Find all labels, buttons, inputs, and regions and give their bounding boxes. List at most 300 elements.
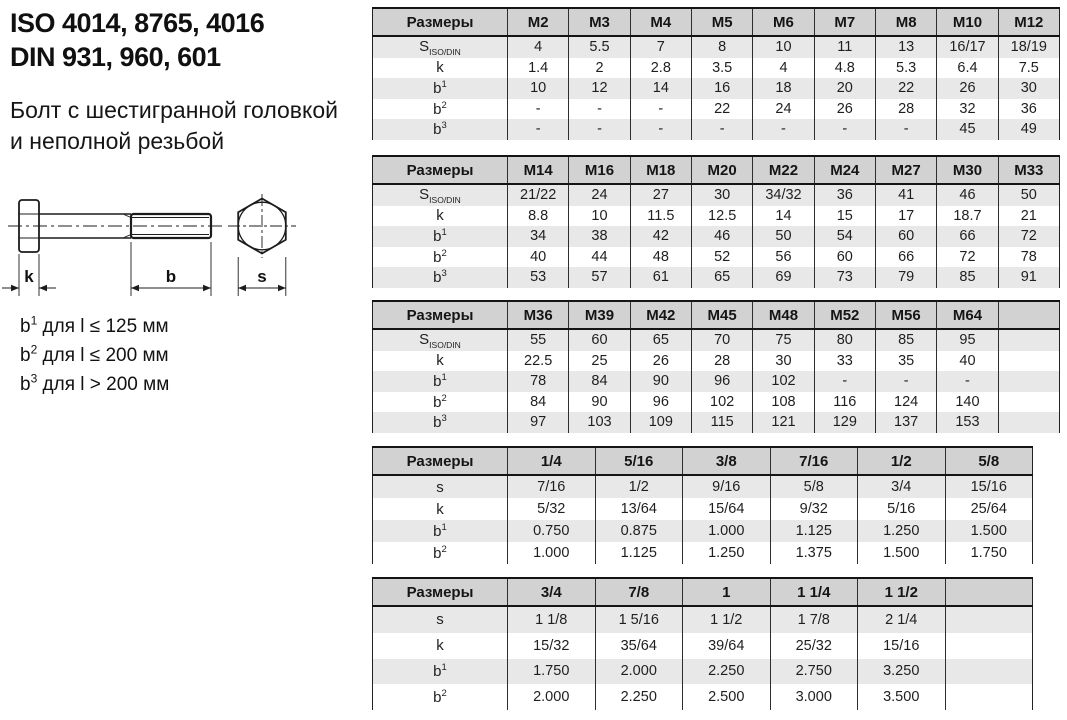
value-cell: 90: [630, 371, 691, 392]
value-cell: 4.8: [814, 58, 875, 79]
value-cell: 1.000: [508, 542, 596, 564]
value-cell: 5/32: [508, 498, 596, 520]
table-row: [373, 659, 1033, 685]
value-cell: 25: [569, 351, 630, 372]
value-cell: 30: [753, 351, 814, 372]
value-cell: 22.5: [508, 351, 569, 372]
value-cell: 14: [753, 206, 814, 227]
value-cell: 21/22: [508, 184, 569, 206]
value-cell: 85: [875, 329, 936, 351]
header-row: [373, 447, 1033, 475]
value-cell: 11: [814, 36, 875, 58]
value-cell: 40: [508, 247, 569, 268]
value-cell: 15/32: [508, 633, 596, 659]
value-cell: 96: [630, 392, 691, 413]
title-iso-line: ISO 4014, 8765, 4016: [10, 8, 265, 38]
value-cell: -: [508, 119, 569, 140]
value-cell: 25/64: [945, 498, 1033, 520]
value-cell: 96: [691, 371, 752, 392]
value-cell: 33: [814, 351, 875, 372]
value-cell: 21: [998, 206, 1059, 227]
value-cell: 3.250: [858, 659, 946, 685]
value-cell: 115: [691, 412, 752, 433]
value-cell: 50: [998, 184, 1059, 206]
value-cell: 41: [875, 184, 936, 206]
value-cell: 4: [508, 36, 569, 58]
row-label: $b^1$: [433, 662, 447, 681]
value-cell: 14: [630, 78, 691, 99]
value-cell: 44: [569, 247, 630, 268]
title-din-line: DIN 931, 960, 601: [10, 42, 221, 72]
table-row: [373, 58, 1060, 79]
page-title: [10, 6, 264, 74]
size-table-2: [372, 155, 1060, 288]
table-row: [373, 351, 1060, 372]
empty-cell: [945, 659, 1033, 685]
row-label: k: [436, 352, 444, 370]
dimension-k: [2, 254, 56, 296]
size-table-4: [372, 446, 1033, 564]
table-row: [373, 119, 1060, 140]
column-header: 3/8: [683, 447, 771, 475]
header-label: Размеры: [373, 301, 508, 329]
value-cell: -: [814, 371, 875, 392]
value-cell: 5.3: [875, 58, 936, 79]
value-cell: 91: [998, 267, 1059, 288]
table-row: [373, 684, 1033, 710]
value-cell: 1/2: [595, 475, 683, 498]
value-cell: 22: [691, 99, 752, 120]
column-header: M18: [630, 156, 691, 184]
bolt-technical-drawing: [0, 185, 330, 320]
dimension-s: [238, 257, 286, 296]
table-row: [373, 412, 1060, 433]
column-header: M14: [508, 156, 569, 184]
value-cell: 66: [937, 226, 998, 247]
column-header: M48: [753, 301, 814, 329]
value-cell: 24: [569, 184, 630, 206]
value-cell: 90: [569, 392, 630, 413]
value-cell: 1.250: [858, 520, 946, 542]
value-cell: 32: [937, 99, 998, 120]
value-cell: 15: [814, 206, 875, 227]
table-row: [373, 267, 1060, 288]
value-cell: 7/16: [508, 475, 596, 498]
value-cell: 11.5: [630, 206, 691, 227]
footnote-b2: $b^2$ для l ≤ 200 мм: [20, 342, 169, 366]
value-cell: 10: [508, 78, 569, 99]
column-header: M39: [569, 301, 630, 329]
column-header: M10: [937, 8, 998, 36]
value-cell: 80: [814, 329, 875, 351]
empty-cell: [945, 684, 1033, 710]
value-cell: -: [630, 119, 691, 140]
column-header: 1: [683, 578, 771, 606]
value-cell: 39/64: [683, 633, 771, 659]
column-header: M56: [875, 301, 936, 329]
value-cell: 26: [937, 78, 998, 99]
table-row: [373, 206, 1060, 227]
value-cell: 73: [814, 267, 875, 288]
value-cell: 84: [508, 392, 569, 413]
value-cell: 66: [875, 247, 936, 268]
page-subtitle: [10, 95, 338, 157]
column-header: M8: [875, 8, 936, 36]
value-cell: 0.750: [508, 520, 596, 542]
row-label: $b^3$: [433, 413, 447, 432]
value-cell: 24: [753, 99, 814, 120]
value-cell: 72: [998, 226, 1059, 247]
header-row: [373, 156, 1060, 184]
value-cell: 79: [875, 267, 936, 288]
row-label: s: [436, 611, 444, 629]
column-header: M3: [569, 8, 630, 36]
empty-cell: [998, 412, 1059, 433]
value-cell: 10: [569, 206, 630, 227]
column-header: M45: [691, 301, 752, 329]
value-cell: -: [508, 99, 569, 120]
empty-header-cell: [945, 578, 1033, 606]
value-cell: 2.250: [595, 684, 683, 710]
value-cell: 60: [569, 329, 630, 351]
value-cell: 13/64: [595, 498, 683, 520]
value-cell: 12.5: [691, 206, 752, 227]
value-cell: -: [937, 371, 998, 392]
table-row: [373, 633, 1033, 659]
value-cell: 45: [937, 119, 998, 140]
subtitle-line-2: и неполной резьбой: [10, 128, 225, 154]
table-row: [373, 392, 1060, 413]
value-cell: 3.500: [858, 684, 946, 710]
value-cell: 5/8: [770, 475, 858, 498]
value-cell: 18/19: [998, 36, 1059, 58]
value-cell: -: [569, 119, 630, 140]
column-header: M6: [753, 8, 814, 36]
value-cell: 1.750: [945, 542, 1033, 564]
column-header: 3/4: [508, 578, 596, 606]
empty-cell: [998, 392, 1059, 413]
row-label: $b^1$: [433, 79, 447, 98]
column-header: M36: [508, 301, 569, 329]
column-header: 5/8: [945, 447, 1033, 475]
value-cell: 2.8: [630, 58, 691, 79]
row-label: $b^2$: [433, 247, 447, 266]
column-header: 7/8: [595, 578, 683, 606]
value-cell: 1 5/16: [595, 606, 683, 633]
value-cell: 18: [753, 78, 814, 99]
value-cell: 78: [998, 247, 1059, 268]
header-label: Размеры: [373, 447, 508, 475]
value-cell: 60: [814, 247, 875, 268]
empty-cell: [998, 371, 1059, 392]
value-cell: 46: [691, 226, 752, 247]
row-label: $b^3$: [433, 268, 447, 287]
value-cell: 42: [630, 226, 691, 247]
value-cell: 60: [875, 226, 936, 247]
column-header: M27: [875, 156, 936, 184]
row-label: k: [436, 207, 444, 225]
value-cell: 54: [814, 226, 875, 247]
value-cell: 124: [875, 392, 936, 413]
value-cell: 108: [753, 392, 814, 413]
table-row: [373, 520, 1033, 542]
value-cell: 9/16: [683, 475, 771, 498]
value-cell: 4: [753, 58, 814, 79]
row-label: $b^1$: [433, 372, 447, 391]
column-header: M5: [691, 8, 752, 36]
value-cell: 1 1/2: [683, 606, 771, 633]
column-header: M64: [937, 301, 998, 329]
row-label: $b^2$: [433, 544, 447, 562]
value-cell: 69: [753, 267, 814, 288]
tables-area: [372, 0, 1067, 720]
empty-cell: [945, 606, 1033, 633]
row-label: $b^2$: [433, 392, 447, 411]
table-row: [373, 542, 1033, 564]
column-header: 5/16: [595, 447, 683, 475]
value-cell: 95: [937, 329, 998, 351]
value-cell: 5/16: [858, 498, 946, 520]
value-cell: 35: [875, 351, 936, 372]
column-header: 1/2: [858, 447, 946, 475]
value-cell: 3/4: [858, 475, 946, 498]
value-cell: 34/32: [753, 184, 814, 206]
value-cell: 15/16: [945, 475, 1033, 498]
value-cell: -: [875, 371, 936, 392]
bolt-end-view: [228, 194, 296, 258]
value-cell: -: [875, 119, 936, 140]
value-cell: 7: [630, 36, 691, 58]
column-header: M22: [753, 156, 814, 184]
value-cell: 16: [691, 78, 752, 99]
value-cell: 17: [875, 206, 936, 227]
row-label: $b^2$: [433, 99, 447, 118]
empty-cell: [998, 329, 1059, 351]
row-label: $b^3$: [433, 120, 447, 139]
table-row: [373, 606, 1033, 633]
table-row: [373, 36, 1060, 58]
footnote-b1: $b^1$ для l ≤ 125 мм: [20, 313, 169, 337]
table-row: [373, 184, 1060, 206]
value-cell: 10: [753, 36, 814, 58]
value-cell: 38: [569, 226, 630, 247]
empty-cell: [945, 633, 1033, 659]
value-cell: 0.875: [595, 520, 683, 542]
value-cell: 85: [937, 267, 998, 288]
value-cell: 1.000: [683, 520, 771, 542]
value-cell: 49: [998, 119, 1059, 140]
value-cell: -: [691, 119, 752, 140]
header-label: Размеры: [373, 156, 508, 184]
column-header: 1 1/2: [858, 578, 946, 606]
dim-label-b: b: [165, 267, 177, 286]
column-header: M24: [814, 156, 875, 184]
row-label: $S_{ISO/DIN}$: [419, 37, 461, 57]
value-cell: 9/32: [770, 498, 858, 520]
value-cell: 30: [998, 78, 1059, 99]
value-cell: 2.000: [595, 659, 683, 685]
size-table-5: [372, 577, 1033, 710]
value-cell: 8.8: [508, 206, 569, 227]
dim-label-k: k: [24, 267, 34, 286]
value-cell: -: [630, 99, 691, 120]
value-cell: 72: [937, 247, 998, 268]
row-label: $b^1$: [433, 522, 447, 540]
header-label: Размеры: [373, 8, 508, 36]
value-cell: 52: [691, 247, 752, 268]
value-cell: 20: [814, 78, 875, 99]
value-cell: 15/64: [683, 498, 771, 520]
value-cell: 70: [691, 329, 752, 351]
column-header: 7/16: [770, 447, 858, 475]
empty-cell: [998, 351, 1059, 372]
value-cell: 36: [998, 99, 1059, 120]
column-header: M52: [814, 301, 875, 329]
value-cell: 2: [569, 58, 630, 79]
value-cell: 35/64: [595, 633, 683, 659]
value-cell: 2.250: [683, 659, 771, 685]
value-cell: 1.500: [858, 542, 946, 564]
value-cell: 78: [508, 371, 569, 392]
value-cell: 7.5: [998, 58, 1059, 79]
column-header: M2: [508, 8, 569, 36]
column-header: M20: [691, 156, 752, 184]
table-row: [373, 498, 1033, 520]
row-label: $b^1$: [433, 227, 447, 246]
size-table-1: [372, 7, 1060, 140]
row-label: k: [436, 637, 444, 655]
row-label: $b^2$: [433, 688, 447, 707]
value-cell: 65: [630, 329, 691, 351]
row-label: $S_{ISO/DIN}$: [419, 185, 461, 205]
value-cell: 2 1/4: [858, 606, 946, 633]
value-cell: 65: [691, 267, 752, 288]
value-cell: 97: [508, 412, 569, 433]
column-header: 1/4: [508, 447, 596, 475]
column-header: M33: [998, 156, 1059, 184]
value-cell: 57: [569, 267, 630, 288]
value-cell: -: [814, 119, 875, 140]
value-cell: 102: [753, 371, 814, 392]
value-cell: 75: [753, 329, 814, 351]
table-row: [373, 329, 1060, 351]
dim-label-s: s: [257, 267, 267, 286]
subtitle-line-1: Болт с шестигранной головкой: [10, 97, 338, 123]
size-table-3: [372, 300, 1060, 433]
value-cell: 55: [508, 329, 569, 351]
value-cell: 46: [937, 184, 998, 206]
value-cell: 26: [814, 99, 875, 120]
header-row: [373, 8, 1060, 36]
value-cell: 121: [753, 412, 814, 433]
header-row: [373, 301, 1060, 329]
value-cell: 16/17: [937, 36, 998, 58]
value-cell: 140: [937, 392, 998, 413]
value-cell: 22: [875, 78, 936, 99]
value-cell: -: [753, 119, 814, 140]
column-header: M42: [630, 301, 691, 329]
header-label: Размеры: [373, 578, 508, 606]
value-cell: 109: [630, 412, 691, 433]
value-cell: 50: [753, 226, 814, 247]
value-cell: 27: [630, 184, 691, 206]
value-cell: 28: [875, 99, 936, 120]
table-row: [373, 371, 1060, 392]
value-cell: 1.125: [595, 542, 683, 564]
value-cell: 129: [814, 412, 875, 433]
value-cell: 15/16: [858, 633, 946, 659]
value-cell: 6.4: [937, 58, 998, 79]
value-cell: 3.5: [691, 58, 752, 79]
column-header: 1 1/4: [770, 578, 858, 606]
value-cell: 102: [691, 392, 752, 413]
value-cell: 40: [937, 351, 998, 372]
value-cell: 53: [508, 267, 569, 288]
table-row: [373, 475, 1033, 498]
value-cell: 1.750: [508, 659, 596, 685]
value-cell: 61: [630, 267, 691, 288]
value-cell: 56: [753, 247, 814, 268]
value-cell: 1 1/8: [508, 606, 596, 633]
table-row: [373, 78, 1060, 99]
value-cell: 116: [814, 392, 875, 413]
dimension-b: [131, 242, 211, 296]
table-row: [373, 247, 1060, 268]
value-cell: 25/32: [770, 633, 858, 659]
value-cell: 1.250: [683, 542, 771, 564]
value-cell: 137: [875, 412, 936, 433]
footnotes: [20, 312, 169, 399]
value-cell: 103: [569, 412, 630, 433]
value-cell: 1.375: [770, 542, 858, 564]
value-cell: 8: [691, 36, 752, 58]
row-label: k: [436, 500, 444, 518]
value-cell: 1.4: [508, 58, 569, 79]
value-cell: 34: [508, 226, 569, 247]
row-label: $S_{ISO/DIN}$: [419, 330, 461, 350]
column-header: M16: [569, 156, 630, 184]
value-cell: 18.7: [937, 206, 998, 227]
column-header: M4: [630, 8, 691, 36]
value-cell: -: [569, 99, 630, 120]
column-header: M12: [998, 8, 1059, 36]
value-cell: 1 7/8: [770, 606, 858, 633]
value-cell: 13: [875, 36, 936, 58]
column-header: M30: [937, 156, 998, 184]
value-cell: 26: [630, 351, 691, 372]
footnote-b3: $b^3$ для l > 200 мм: [20, 371, 170, 395]
table-row: [373, 226, 1060, 247]
column-header: M7: [814, 8, 875, 36]
value-cell: 2.000: [508, 684, 596, 710]
value-cell: 5.5: [569, 36, 630, 58]
row-label: s: [436, 478, 444, 496]
value-cell: 1.500: [945, 520, 1033, 542]
value-cell: 30: [691, 184, 752, 206]
empty-header-cell: [998, 301, 1059, 329]
value-cell: 153: [937, 412, 998, 433]
value-cell: 2.750: [770, 659, 858, 685]
header-row: [373, 578, 1033, 606]
row-label: k: [436, 59, 444, 77]
value-cell: 3.000: [770, 684, 858, 710]
value-cell: 28: [691, 351, 752, 372]
bolt-side-view: [8, 200, 222, 252]
value-cell: 2.500: [683, 684, 771, 710]
value-cell: 48: [630, 247, 691, 268]
value-cell: 1.125: [770, 520, 858, 542]
value-cell: 36: [814, 184, 875, 206]
